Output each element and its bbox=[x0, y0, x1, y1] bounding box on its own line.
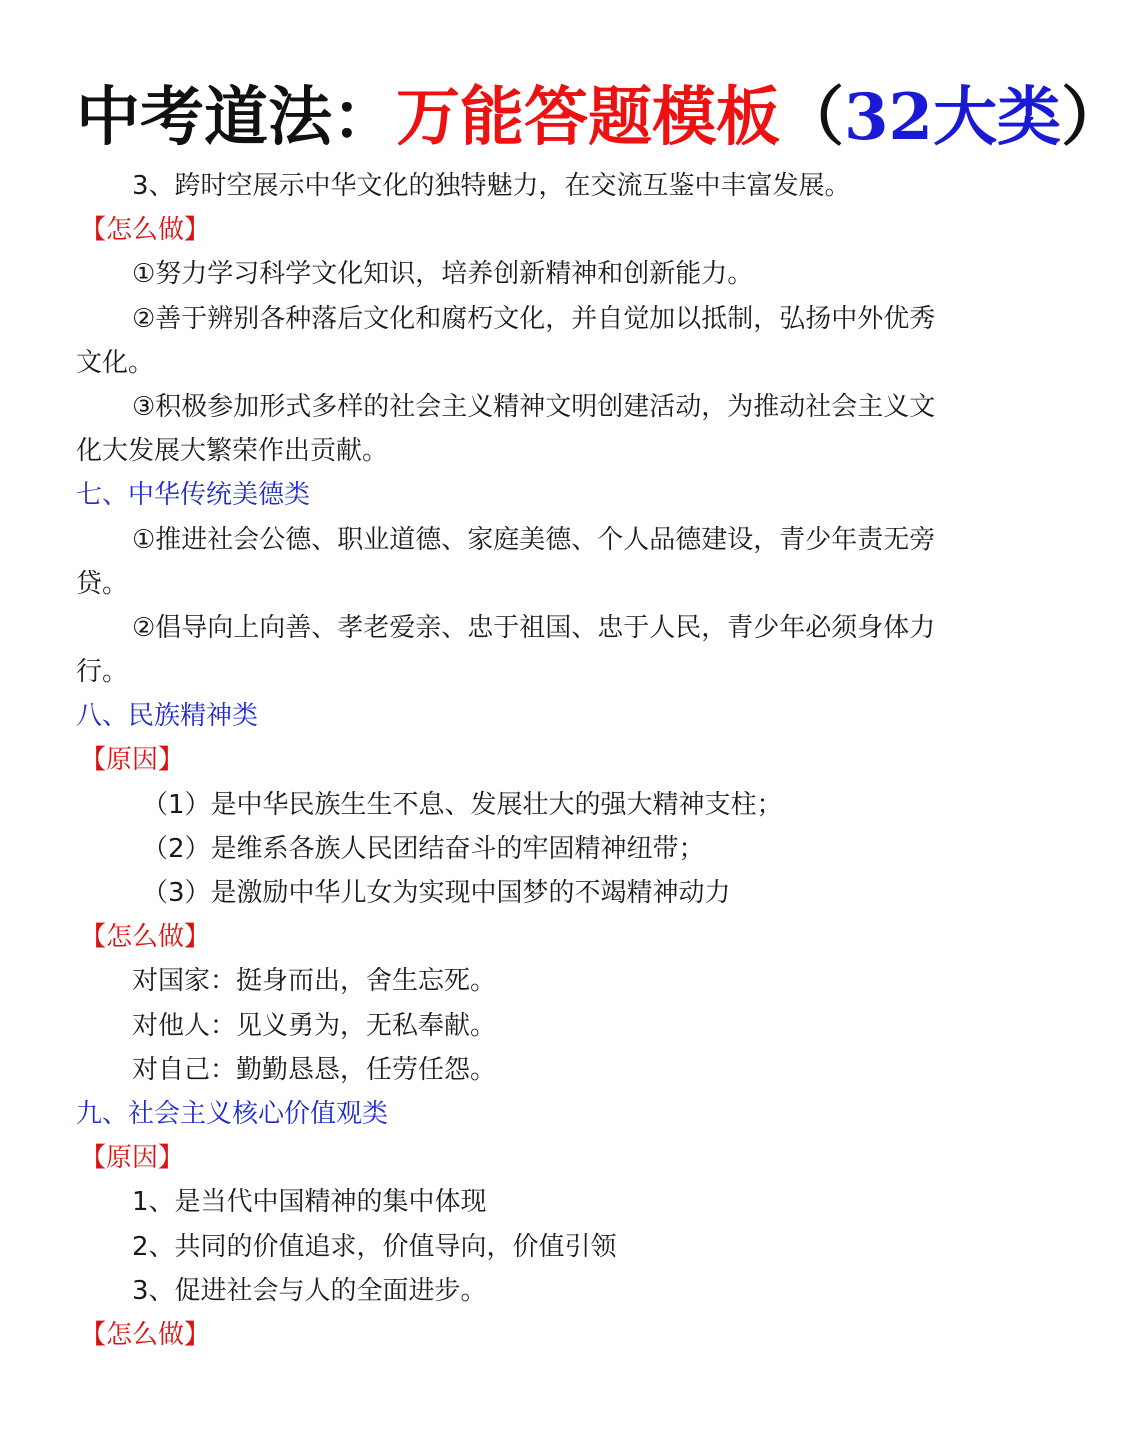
page-title bbox=[76, 76, 1125, 160]
text-line: ③积极参加形式多样的社会主义精神文明创建活动，为推动社会主义文 bbox=[132, 391, 936, 422]
title-paren-open: （ bbox=[780, 80, 844, 155]
title-part-subject: 中考道法： bbox=[76, 80, 396, 155]
text-line: 2、共同的价值追求，价值导向，价值引领 bbox=[132, 1231, 617, 1262]
text-line: 3、跨时空展示中华文化的独特魅力，在交流互鉴中丰富发展。 bbox=[132, 171, 851, 201]
section-tag-reason: 【原因】 bbox=[80, 1143, 185, 1174]
section-tag-reason: 【原因】 bbox=[80, 745, 185, 776]
document-body bbox=[76, 164, 996, 1357]
section-heading-virtue: 七、中华传统美德类 bbox=[76, 480, 311, 511]
title-paren-close: ） bbox=[1061, 80, 1125, 155]
section-heading-national-spirit: 八、民族精神类 bbox=[76, 701, 259, 732]
text-line: 化大发展大繁荣作出贡献。 bbox=[76, 436, 389, 467]
text-line: （1）是中华民族生生不息、发展壮大的强大精神支柱； bbox=[142, 789, 783, 820]
text-line: 对自己：勤勤恳恳，任劳任怨。 bbox=[132, 1054, 497, 1085]
text-line: 对他人：见义勇为，无私奉献。 bbox=[132, 1010, 497, 1041]
text-line: ①推进社会公德、职业道德、家庭美德、个人品德建设，青少年责无旁 bbox=[132, 524, 936, 555]
section-tag-how: 【怎么做】 bbox=[80, 922, 211, 953]
section-tag-how: 【怎么做】 bbox=[80, 1319, 211, 1350]
section-tag-how: 【怎么做】 bbox=[80, 215, 211, 246]
text-line: ②善于辨别各种落后文化和腐朽文化，并自觉加以抵制，弘扬中外优秀 bbox=[132, 303, 936, 334]
text-line: （3）是激励中华儿女为实现中国梦的不竭精神动力 bbox=[142, 878, 731, 908]
text-line: 1、是当代中国精神的集中体现 bbox=[132, 1187, 487, 1218]
section-heading-core-values: 九、社会主义核心价值观类 bbox=[76, 1098, 389, 1129]
text-line: ①努力学习科学文化知识，培养创新精神和创新能力。 bbox=[132, 259, 754, 290]
title-part-count: 32大类 bbox=[844, 80, 1062, 155]
text-line: 贷。 bbox=[76, 568, 129, 599]
text-line: 文化。 bbox=[76, 347, 155, 378]
text-line: 3、促进社会与人的全面进步。 bbox=[132, 1275, 487, 1306]
text-line: 对国家：挺身而出，舍生忘死。 bbox=[132, 966, 497, 997]
text-line: （2）是维系各族人民团结奋斗的牢固精神纽带； bbox=[142, 833, 705, 864]
text-line: 行。 bbox=[76, 657, 129, 688]
text-line: ②倡导向上向善、孝老爱亲、忠于祖国、忠于人民，青少年必须身体力 bbox=[132, 612, 936, 643]
title-part-template: 万能答题模板 bbox=[396, 80, 780, 155]
